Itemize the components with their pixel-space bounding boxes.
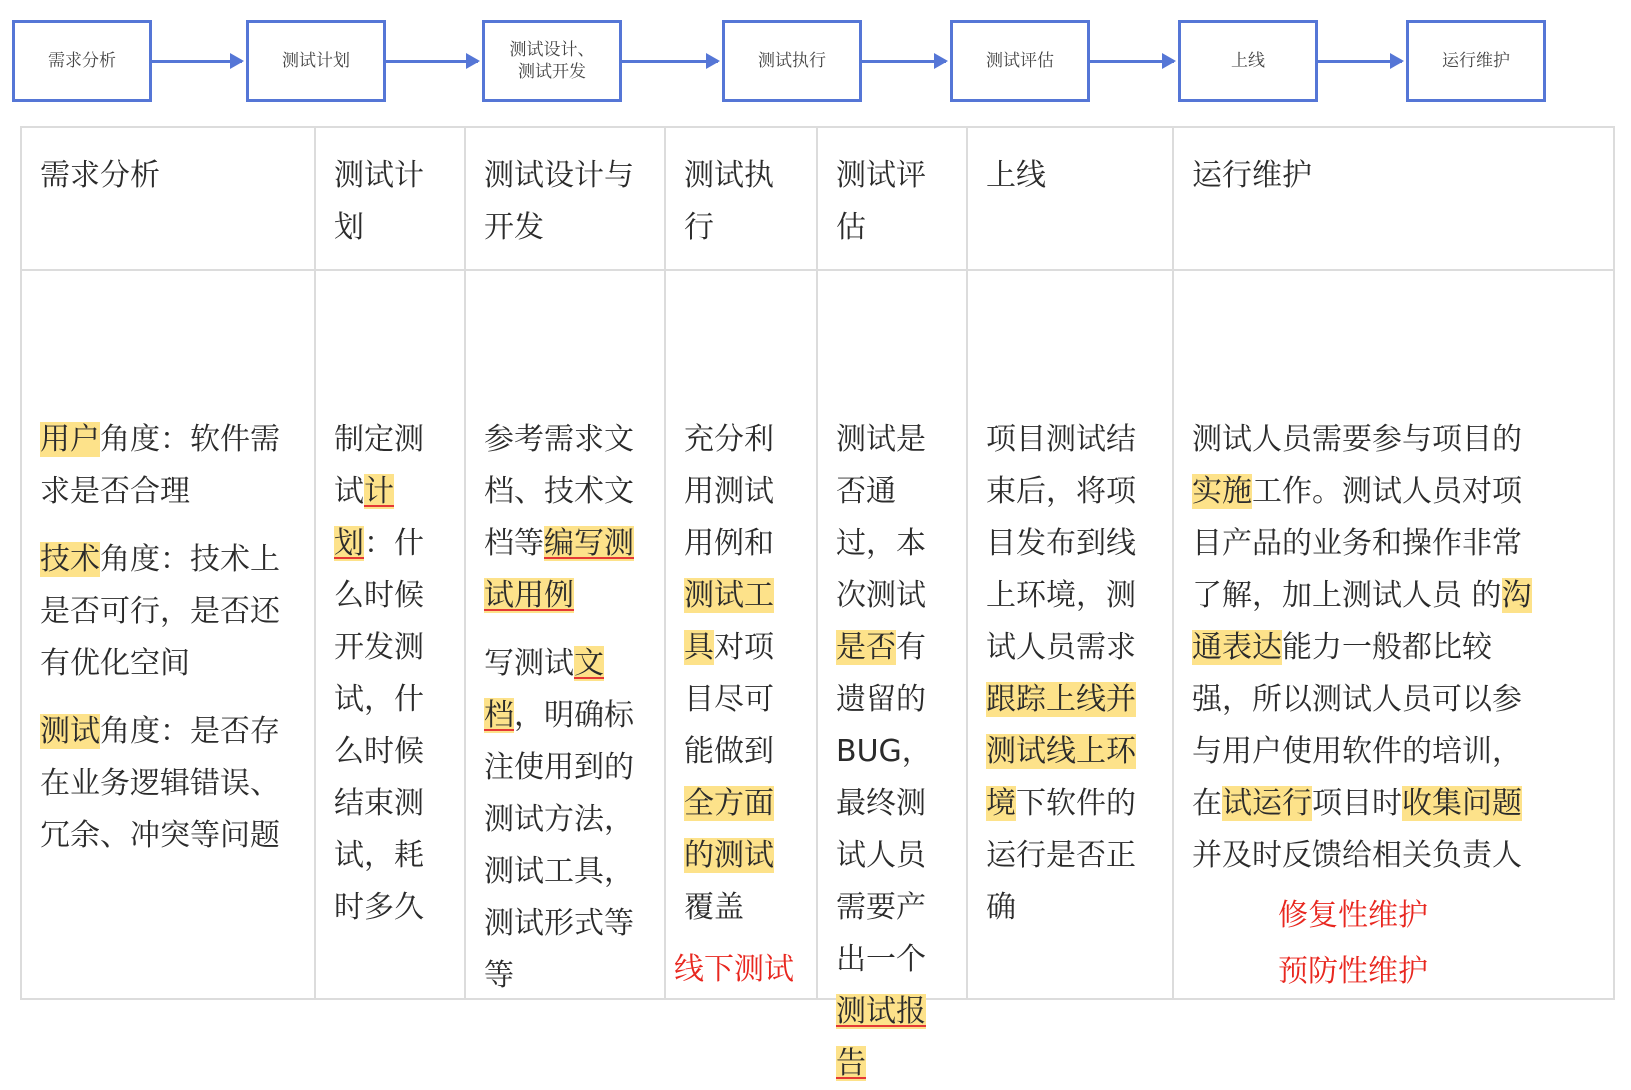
highlight: 测试报告 [836, 994, 926, 1081]
text: 下软件的运行是否正确 [986, 786, 1136, 925]
text: 有遗留的BUG，最终测试人员需要产出一个 [836, 630, 932, 977]
text: 项目时 [1312, 786, 1402, 821]
text: 覆盖 [684, 890, 744, 925]
text: 充分利用测试用例和 [684, 422, 774, 561]
column-divider [1172, 128, 1174, 998]
tech-angle-text [40, 534, 290, 690]
header-requirements [40, 150, 290, 202]
test-angle-text [40, 706, 290, 862]
process-flow [0, 0, 1631, 120]
flow-arrow [622, 60, 718, 63]
highlight: 技术 [40, 542, 100, 577]
highlight: 测试工具 [684, 578, 774, 665]
column-divider [966, 128, 968, 998]
highlight: 跟踪上线并测试线上环境 [986, 682, 1136, 821]
header-label: 测试评估 [836, 158, 926, 245]
text: 能力一般都比较强，所以测试人员可以参与用户使用软件的培训，在 [1192, 630, 1522, 821]
text: 工作。测试人员对项目产品的业务和操作非常了解，加上测试人员 的 [1192, 474, 1522, 613]
highlight: 文档 [484, 646, 604, 733]
flow-step-test-design: 测试设计、 测试开发 [482, 20, 622, 102]
text: 制定测试 [334, 422, 424, 509]
cell-test-design [484, 414, 644, 1018]
header-test-design [484, 150, 644, 254]
text: 并及时反馈给相关负责人 [1192, 838, 1522, 873]
flow-step-requirements: 需求分析 [12, 20, 152, 102]
highlight: 计划 [334, 474, 394, 561]
flow-arrow [386, 60, 478, 63]
cell-test-plan [334, 414, 434, 934]
flow-arrow [1318, 60, 1402, 63]
header-label: 测试执行 [684, 158, 774, 245]
highlight: 全方面的测试 [684, 786, 774, 873]
phase-table [20, 126, 1615, 1081]
user-angle-text [40, 414, 290, 518]
flow-step-maintenance: 运行维护 [1406, 20, 1546, 102]
highlight: 编写测试用例 [484, 526, 634, 613]
flow-step-test-evaluation: 测试评估 [950, 20, 1090, 102]
highlight: 实施 [1192, 474, 1252, 509]
flow-arrow [862, 60, 946, 63]
text: 角度：软件需求是否合理 [40, 422, 280, 509]
text: 角度：技术上是否可行，是否还有优化空间 [40, 542, 280, 681]
header-test-execution [684, 150, 784, 254]
corrective-maintenance-note: 修复性维护 [1278, 898, 1428, 933]
flow-step-test-plan: 测试计划 [246, 20, 386, 102]
highlight: 沟通表达 [1192, 578, 1532, 665]
column-divider [314, 128, 316, 998]
header-test-plan [334, 150, 434, 254]
text: 角度：是否存在业务逻辑错误、冗余、冲突等问题 [40, 714, 280, 853]
text: 测试人员需要参与项目的 [1192, 422, 1522, 457]
flow-step-test-execution: 测试执行 [722, 20, 862, 102]
text: ：什么时候开发测试，什么时候结束测试，耗时多久 [334, 526, 424, 925]
offline-test-note: 线下测试 [674, 952, 794, 987]
text: ，明确标注使用到的测试方法，测试工具，测试形式等等 [484, 698, 634, 993]
flow-arrow [152, 60, 242, 63]
header-maintenance [1192, 150, 1532, 202]
highlight: 是否 [836, 630, 896, 665]
preventive-maintenance-note: 预防性维护 [1278, 954, 1428, 989]
cell-test-execution [674, 414, 794, 996]
highlight: 试运行 [1222, 786, 1312, 821]
cell-maintenance [1192, 414, 1534, 998]
cell-requirements [40, 414, 290, 878]
header-go-live [986, 150, 1156, 202]
header-label: 测试计划 [334, 158, 424, 245]
header-divider [22, 269, 1613, 271]
text: 写测试 [484, 646, 574, 681]
header-label: 需求分析 [40, 158, 160, 193]
test-case-text [484, 414, 644, 622]
highlight: 收集问题 [1402, 786, 1522, 821]
header-label: 上线 [986, 158, 1046, 193]
text: 测试是否通过，本次测试 [836, 422, 926, 613]
column-divider [816, 128, 818, 998]
header-test-evaluation [836, 150, 936, 254]
flow-arrow [1090, 60, 1174, 63]
flow-step-go-live: 上线 [1178, 20, 1318, 102]
text: 项目测试结束后，将项目发布到线上环境，测试人员需求 [986, 422, 1136, 665]
column-divider [664, 128, 666, 998]
cell-go-live [986, 414, 1146, 934]
cell-test-evaluation [836, 414, 936, 1090]
column-divider [464, 128, 466, 998]
header-label: 运行维护 [1192, 158, 1312, 193]
header-label: 测试设计与开发 [484, 158, 634, 245]
test-doc-text [484, 638, 644, 1002]
highlight: 测试 [40, 714, 100, 749]
highlight: 用户 [40, 422, 100, 457]
text: 对项目尽可能做到 [684, 630, 774, 769]
text: 参考需求文档、技术文档等 [484, 422, 634, 561]
